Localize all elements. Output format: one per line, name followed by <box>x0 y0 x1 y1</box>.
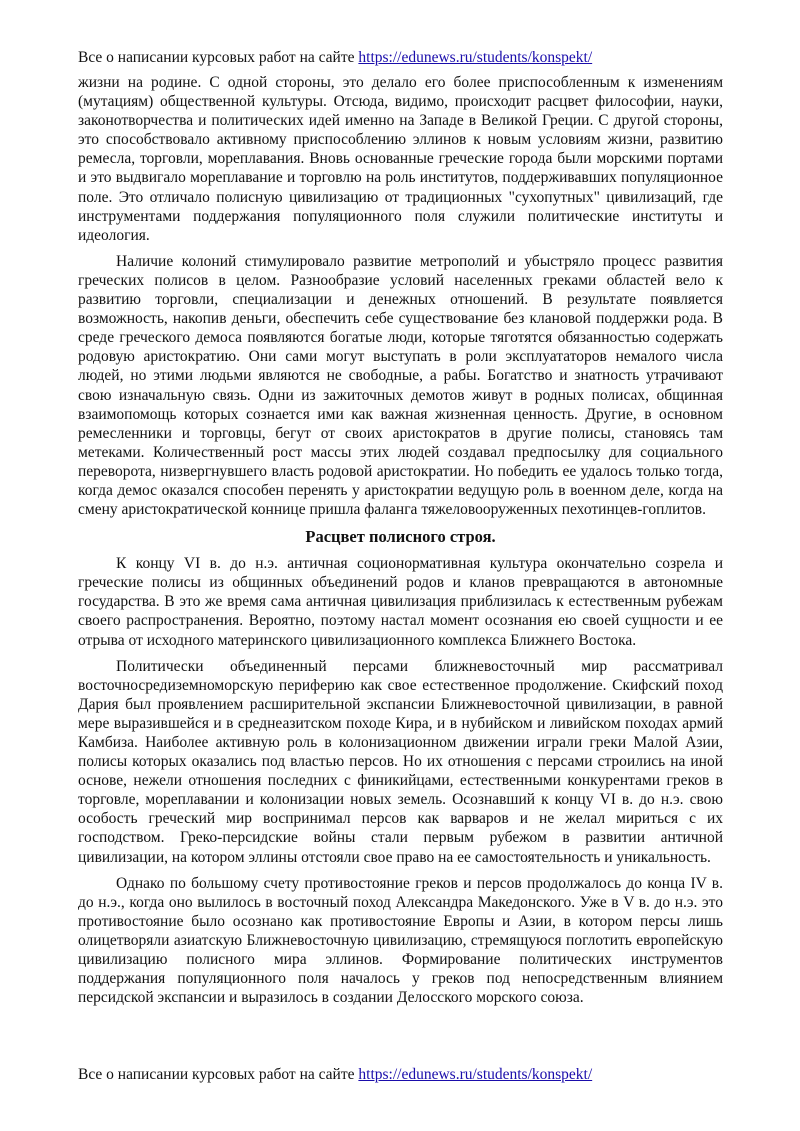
footer-site-link[interactable]: https://edunews.ru/students/konspekt/ <box>358 1066 593 1083</box>
paragraph-sixth-century: К концу VI в. до н.э. античная соционормативная культура окончательно созрела и греческие полисы из общинных объединений родов и кланов превращаются в автономные государства. В это же время сама античная цивилизация приблизилась к естественным рубежам своего распространения. Вероятно, поэтому настал момент осознания ею своей сущности и ее отрыва от исходного материнского цивилизационного комплекса Ближнего Востока. <box>78 555 723 649</box>
header-text: Все о написании курсовых работ на сайте <box>78 49 359 66</box>
paragraph-greek-persian-confrontation: Однако по большому счету противостояние греков и персов продолжалось до конца IV в. до н.э., когда оно вылилось в восточный поход Александра Македонского. Уже в V в. до н.э. это противостояние было осознано как противостояние Европы и Азии, в котором персы лишь олицетворяли азиатскую Ближневосточную цивилизацию, стремящуюся поглотить европейскую цивилизацию полисного мира эллинов. Формирование политических инструментов поддержания популяционного поля началось у греков под непосредственным влиянием персидской экспансии и выразилось в создании Делосского морского союза. <box>78 874 723 1007</box>
paragraph-persian-world: Политически объединенный персами ближневосточный мир рассматривал восточносредиземноморскую периферию как свое естественное продолжение. Скифский поход Дария был проявлением расширительной экспансии Ближневосточной цивилизации, в равной мере выразившейся и в среднеазитском походе Кира, и в нубийском и ливийском походах армий Камбиза. Наиболее активную роль в колонизационном движении играли греки Малой Азии, полисы которых оказались под властью персов. Но их отношения с персами строились на иной основе, нежели отношения последних с финикийцами, естественными конкурентами греков в торговле, мореплавании и колонизации новых земель. Осознавший к концу VI в. до н.э. свою особость греческий мир воспринимал персов как варваров и не желал мириться с их господством. Греко-персидские войны стали первым рубежом в развитии античной цивилизации, на котором эллины отстояли свое право на ее самостоятельность и уникальность. <box>78 657 723 866</box>
document-body <box>78 73 723 1014</box>
paragraph-colonies: Наличие колоний стимулировало развитие метрополий и убыстряло процесс развития греческих полисов в целом. Разнообразие условий населенных греками областей вело к развитию торговли, специализации и денежных отношений. В результате появляется возможность, накопив деньги, обеспечить себе существование без клановой поддержки рода. В среде греческого демоса появляются богатые люди, которые тяготятся обязанностью содержать родовую аристократию. Они сами могут выступать в роли эксплуататоров немалого числа людей, но этими людьми являются не свободные, а рабы. Богатство и знатность утрачивают свою изначальную связь. Одни из зажиточных демотов живут в родных полисах, общинная взаимопомощь которых сознается ими как важная жизненная ценность. Другие, в основном ремесленники и торговцы, бегут от своих аристократов в другие полисы, становясь там метеками. Количественный рост массы этих людей создавал предпосылку для социального переворота, низвергнувшего власть родовой аристократии. Но победить ее удалось только тогда, когда демос оказался способен перенять у аристократии ведущую роль в военном деле, когда на смену аристократической коннице пришла фаланга тяжеловооруженных пехотинцев-гоплитов. <box>78 252 723 519</box>
paragraph-continuation: жизни на родине. С одной стороны, это делало его более приспособленным к изменениям (мутациям) общественной культуры. Отсюда, видимо, происходит расцвет философии, науки, законотворчества и политических идей именно на Западе в Великой Греции. С другой стороны, это способствовало активному приспособлению эллинов к новым условиям жизни, развитию ремесла, торговли, мореплавания. Вновь основанные греческие города были морскими портами и это выдвигало мореплавание и торговлю на роль институтов, поддерживавших популяционное поле. Это отличало полисную цивилизацию от традиционных "сухопутных" цивилизаций, где инструментами поддержания популяционного поля служили политические институты и идеология. <box>78 74 723 244</box>
page-header <box>78 49 592 67</box>
document-page <box>78 0 723 1131</box>
footer-text: Все о написании курсовых работ на сайте <box>78 1066 359 1083</box>
page-footer <box>78 1066 592 1084</box>
header-site-link[interactable]: https://edunews.ru/students/konspekt/ <box>358 49 593 66</box>
section-heading: Расцвет полисного строя. <box>305 527 496 547</box>
